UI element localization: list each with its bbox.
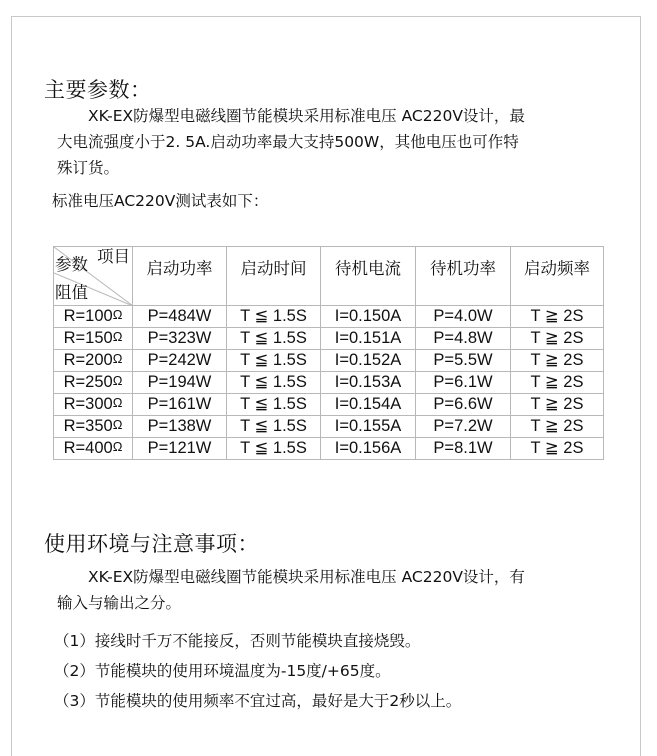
intro-paragraph-line-2: 大电流强度小于2. 5A.启动功率最大支持500W，其他电压也可作特 (57, 133, 519, 151)
corner-label-item: 项目 (97, 247, 130, 266)
cell-standby-power: P=4.8W (416, 328, 511, 350)
cell-resistance (54, 394, 133, 416)
cell-resistance (54, 438, 133, 460)
cell-start-power: P=194W (133, 372, 227, 394)
ohm-symbol: Ω (112, 395, 123, 410)
diagonal-corner-cell (54, 247, 133, 306)
ohm-symbol: Ω (112, 329, 123, 344)
header-start-time: 启动时间 (227, 247, 321, 306)
cell-start-frequency: T ≧ 2S (511, 394, 604, 416)
usage-paragraph-line-2: 输入与输出之分。 (57, 594, 182, 612)
table-row (54, 328, 604, 350)
table-caption: 标准电压AC220V测试表如下： (52, 192, 269, 210)
spec-table (53, 246, 604, 460)
table-row (54, 350, 604, 372)
cell-start-power: P=138W (133, 416, 227, 438)
header-start-power: 启动功率 (133, 247, 227, 306)
cell-start-power: P=484W (133, 306, 227, 328)
header-standby-current: 待机电流 (321, 247, 416, 306)
cell-start-time: T ≦ 1.5S (227, 372, 321, 394)
ohm-symbol: Ω (112, 351, 123, 366)
cell-standby-power: P=6.6W (416, 394, 511, 416)
cell-standby-current: I=0.153A (321, 372, 416, 394)
cell-standby-current: I=0.155A (321, 416, 416, 438)
cell-start-frequency: T ≧ 2S (511, 372, 604, 394)
cell-start-frequency: T ≧ 2S (511, 328, 604, 350)
note-item-2: （2）节能模块的使用环境温度为-15度/+65度。 (54, 662, 391, 680)
cell-start-frequency: T ≧ 2S (511, 416, 604, 438)
table-row (54, 394, 604, 416)
ohm-symbol: Ω (112, 373, 123, 388)
cell-start-time: T ≦ 1.5S (227, 438, 321, 460)
table-row (54, 416, 604, 438)
resistance-value: R=150 (63, 329, 113, 347)
corner-label-resistance: 阻值 (55, 283, 88, 302)
ohm-symbol: Ω (112, 307, 123, 322)
resistance-value: R=400 (63, 439, 113, 457)
table-header-row (54, 247, 604, 306)
cell-standby-power: P=4.0W (416, 306, 511, 328)
cell-standby-power: P=6.1W (416, 372, 511, 394)
note-item-3: （3）节能模块的使用频率不宜过高，最好是大于2秒以上。 (54, 692, 462, 710)
ohm-symbol: Ω (112, 417, 123, 432)
intro-paragraph-line-1: XK-EX防爆型电磁线圈节能模块采用标准电压 AC220V设计，最 (88, 107, 525, 125)
table-row (54, 306, 604, 328)
table-row (54, 438, 604, 460)
resistance-value: R=100 (63, 307, 113, 325)
resistance-value: R=350 (63, 417, 113, 435)
cell-resistance (54, 328, 133, 350)
cell-start-time: T ≦ 1.5S (227, 350, 321, 372)
cell-standby-current: I=0.151A (321, 328, 416, 350)
cell-standby-power: P=7.2W (416, 416, 511, 438)
intro-paragraph-line-3: 殊订货。 (57, 159, 120, 177)
cell-start-power: P=161W (133, 394, 227, 416)
cell-resistance (54, 372, 133, 394)
cell-standby-current: I=0.154A (321, 394, 416, 416)
resistance-value: R=300 (63, 395, 113, 413)
cell-start-frequency: T ≧ 2S (511, 438, 604, 460)
cell-start-power: P=121W (133, 438, 227, 460)
cell-start-time: T ≦ 1.5S (227, 306, 321, 328)
cell-start-frequency: T ≧ 2S (511, 350, 604, 372)
resistance-value: R=200 (63, 351, 113, 369)
cell-start-time: T ≦ 1.5S (227, 416, 321, 438)
cell-standby-power: P=8.1W (416, 438, 511, 460)
header-standby-power: 待机功率 (416, 247, 511, 306)
note-item-1: （1）接线时千万不能接反，否则节能模块直接烧毁。 (54, 632, 421, 650)
corner-label-param: 参数 (55, 255, 88, 274)
header-start-frequency: 启动频率 (511, 247, 604, 306)
cell-resistance (54, 306, 133, 328)
cell-start-power: P=242W (133, 350, 227, 372)
section-heading-usage-notes: 使用环境与注意事项： (44, 532, 259, 556)
section-heading-main-params: 主要参数： (44, 78, 152, 102)
usage-paragraph-line-1: XK-EX防爆型电磁线圈节能模块采用标准电压 AC220V设计，有 (88, 568, 525, 586)
cell-resistance (54, 416, 133, 438)
cell-resistance (54, 350, 133, 372)
cell-standby-current: I=0.156A (321, 438, 416, 460)
cell-start-frequency: T ≧ 2S (511, 306, 604, 328)
cell-standby-current: I=0.152A (321, 350, 416, 372)
cell-start-time: T ≦ 1.5S (227, 328, 321, 350)
cell-start-power: P=323W (133, 328, 227, 350)
cell-start-time: T ≦ 1.5S (227, 394, 321, 416)
cell-standby-power: P=5.5W (416, 350, 511, 372)
resistance-value: R=250 (63, 373, 113, 391)
table-row (54, 372, 604, 394)
ohm-symbol: Ω (112, 439, 123, 454)
cell-standby-current: I=0.150A (321, 306, 416, 328)
